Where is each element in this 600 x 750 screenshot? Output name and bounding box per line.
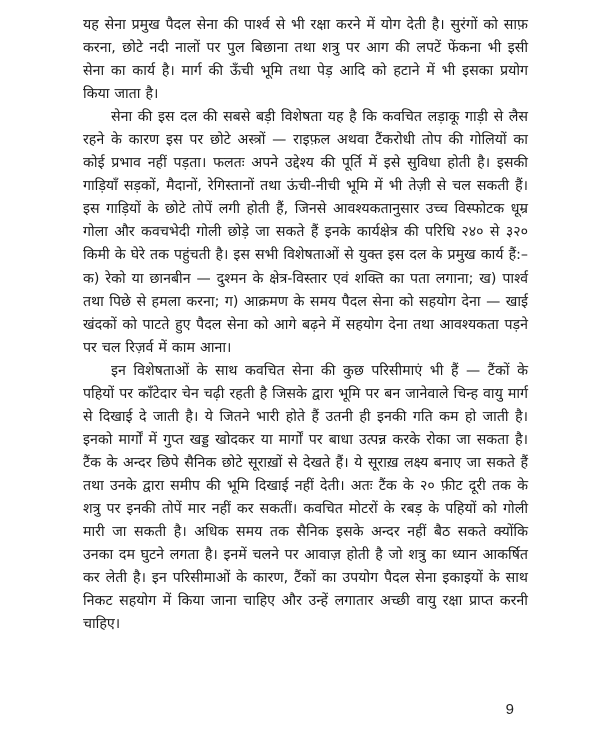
paragraph-1: यह सेना प्रमुख पैदल सेना की पार्श्व से भी रक्षा करने में योग देती है। सुरंगों को साफ़ करना, छोटे नदी नालों पर पुल बिछाना तथा शत्रु पर आग की लपटें फेंकना भी इसी सेना का कार्य है। मार्ग की ऊँची भूमि तथा पेड़ आदि को हटाने में भी इसका प्रयोग किया जाता है। — [83, 17, 528, 103]
paragraph-2: सेना की इस दल की सबसे बड़ी विशेषता यह है कि कवचित लड़ाकू गाड़ी से लैस रहने के कारण इस पर छोटे अस्त्रों — राइफ़ल अथवा टैंकरोधी तोप की गोलियों का कोई प्रभाव नहीं पड़ता। फलतः अपने उद्देश्य की पूर्ति में इसे सुविधा होती है। इसकी गाड़ियाँ सड़कों, मैदानों, रेगिस्तानों तथा ऊंची-नीची भूमि में भी तेज़ी से चल सकती हैं। इस गाड़ियों के छोटे तोपें लगी होती हैं, जिनसे आवश्यकतानुसार उच्च विस्फोटक धूम्र गोला और कवचभेदी गोली छोड़े जा सकते हैं इनके कार्यक्षेत्र की परिधि २४० से ३२० किमी के घेरे तक पहुंचती है। इस सभी विशेषताओं से युक्त इस दल के प्रमुख कार्य हैं:– क) रेको या छानबीन — दुश्मन के क्षेत्र-विस्तार एवं शक्ति का पता लगाना; ख) पार्श्व तथा पिछे से हमला करना; ग) आक्रमण के समय पैदल सेना को सहयोग देना — खाई खंदकों को पाटते हुए पैदल सेना को आगे बढ़ने में सहयोग देना तथा आवश्यकता पड़ने पर चल रिज़र्व में काम आना। — [83, 109, 528, 356]
paragraph-3: इन विशेषताओं के साथ कवचित सेना की कुछ परिसीमाएं भी हैं — टैंकों के पहियों पर काँटेदार चेन चढ़ी रहती है जिसके द्वारा भूमि पर बन जानेवाले चिन्ह वायु मार्ग से दिखाई दे जाती है। ये जितने भारी होते हैं उतनी ही इनकी गति कम हो जाती है। इनको मार्गों में गुप्त खड्ड खोदकर या मार्गों पर बाधा उत्पन्न करके रोका जा सकता है। टैंक के अन्दर छिपे सैनिक छोटे सूराख़ों से देखते हैं। ये सूराख़ लक्ष्य बनाए जा सकते हैं तथा उनके द्वारा समीप की भूमि दिखाई नहीं देती। अतः टैंक के २० फ़ीट दूरी तक के शत्रु पर इनकी तोपें मार नहीं कर सकतीं। कवचित मोटरों के रबड़ के पहियों को गोली मारी जा सकती है। अधिक समय तक सैनिक इसके अन्दर नहीं बैठ सकते क्योंकि उनका दम घुटने लगता है। इनमें चलने पर आवाज़ होती है जो शत्रु का ध्यान आकर्षित कर लेती है। इन परिसीमाओं के कारण, टैंकों का उपयोग पैदल सेना इकाइयों के साथ निकट सहयोग में किया जाना चाहिए और उन्हें लगातार अच्छी वायु रक्षा प्राप्त करनी चाहिए। — [83, 362, 528, 633]
page-number: 9 — [505, 701, 514, 718]
